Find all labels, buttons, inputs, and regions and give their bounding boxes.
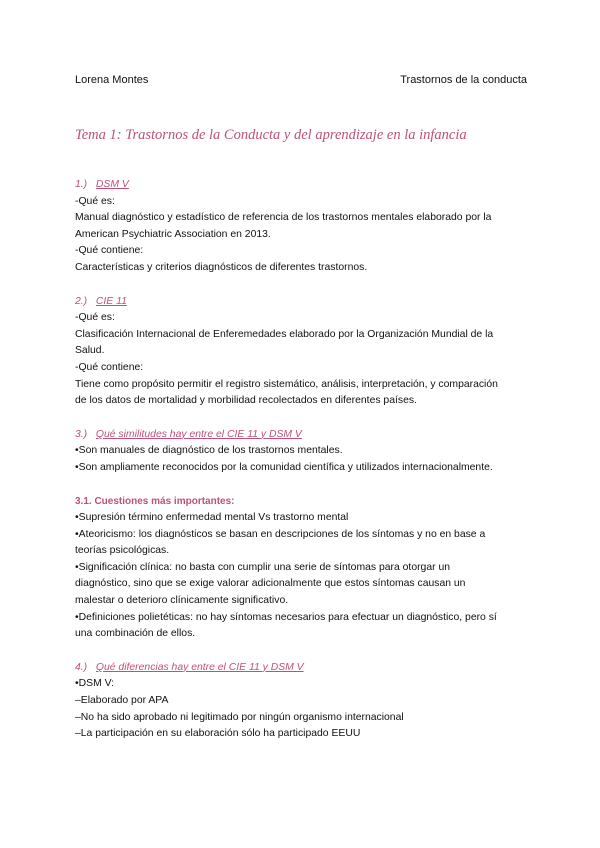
bullet-item: •Definiciones polietéticas: no hay síntomas necesarios para efectuar un diagnóstico, pero sí	[75, 611, 497, 623]
page-header	[75, 73, 527, 89]
subsection-heading: 3.1. Cuestiones más importantes:	[75, 495, 235, 507]
document-title: Tema 1: Trastornos de la Conducta y del aprendizaje en la infancia	[75, 127, 467, 143]
body-line: -Qué es:	[75, 195, 115, 207]
body-line: una combinación de ellos.	[75, 628, 196, 640]
body-line: American Psychiatric Association en 2013.	[75, 228, 271, 240]
body-line: -Qué contiene:	[75, 245, 144, 257]
header-subject: Trastornos de la conducta	[400, 74, 527, 86]
section-heading-dsm	[75, 177, 530, 194]
bullet-item: •Son ampliamente reconocidos por la comunidad científica y utilizados internacionalmente.	[75, 461, 493, 473]
body-line: Tiene como propósito permitir el registro sistemático, análisis, interpretación, y comparación	[75, 378, 498, 390]
bullet-item: •Supresión término enfermedad mental Vs trastorno mental	[75, 512, 349, 524]
body-line: -Qué contiene:	[75, 361, 144, 373]
spacer	[75, 477, 530, 494]
body-line: Características y criterios diagnósticos de diferentes trastornos.	[75, 261, 368, 273]
body-line: diagnóstico, sino que se exige valorar adicionalmente que estos síntomas causan un	[75, 578, 466, 590]
body-line: teorías psicológicas.	[75, 545, 170, 557]
section-title: Qué similitudes hay entre el CIE 11 y DSM V	[95, 428, 302, 440]
section-title: DSM V	[95, 179, 129, 190]
bullet-item: •Son manuales de diagnóstico de los trastornos mentales.	[75, 445, 343, 457]
dash-item: –La participación en su elaboración sólo ha participado EEUU	[75, 728, 361, 740]
spacer	[75, 277, 530, 294]
document-body	[75, 177, 530, 743]
body-line: Clasificación Internacional de Enferemedades elaborado por la Organización Mundial de la	[75, 328, 494, 340]
bullet-item: •Significación clínica: no basta con cumplir una serie de síntomas para otorgar un	[75, 561, 451, 573]
bullet-item: •Ateoricismo: los diagnósticos se basan en descripciones de los síntomas y no en base a	[75, 528, 486, 540]
section-number: 4.)	[75, 661, 88, 673]
section-heading-similitudes	[75, 427, 530, 444]
body-line: Manual diagnóstico y estadístico de referencia de los trastornos mentales elaborado por la	[75, 212, 492, 224]
section-title: Qué diferencias hay entre el CIE 11 y DSM V	[95, 661, 304, 673]
spacer	[75, 410, 530, 427]
body-line: -Qué es:	[75, 312, 115, 324]
section-heading-cie	[75, 294, 530, 311]
section-number: 3.)	[75, 428, 88, 440]
dash-item: –No ha sido aprobado ni legitimado por ningún organismo internacional	[75, 711, 404, 723]
section-number: 1.)	[75, 179, 88, 190]
section-heading-diferencias	[75, 660, 530, 677]
section-title: CIE 11	[95, 295, 127, 307]
body-line: de los datos de mortalidad y morbilidad recolectados en diferentes países.	[75, 395, 417, 407]
section-number: 2.)	[75, 295, 88, 307]
body-line: malestar o deterioro clínicamente significativo.	[75, 595, 289, 607]
spacer	[75, 643, 530, 660]
bullet-item: •DSM V:	[75, 678, 115, 690]
body-line: Salud.	[75, 345, 105, 357]
dash-item: –Elaborado por APA	[75, 695, 169, 707]
header-author: Lorena Montes	[75, 74, 149, 86]
